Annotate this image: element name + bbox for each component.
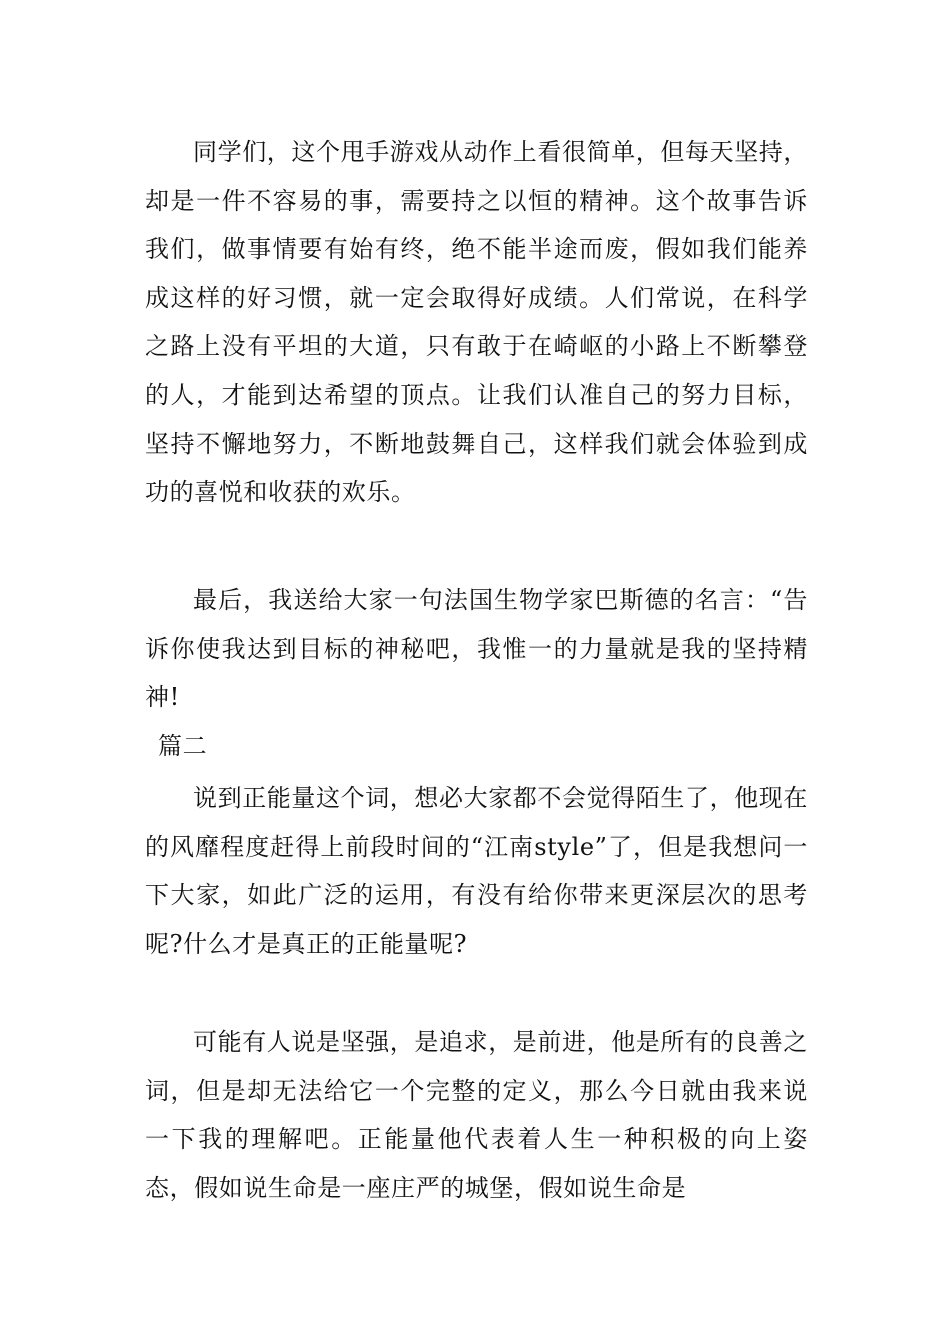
paragraph-perseverance: 同学们，这个甩手游戏从动作上看很简单，但每天坚持，却是一件不容易的事，需要持之以恒的精神。这个故事告诉我们，做事情要有始有终，绝不能半途而废，假如我们能养成这样的好习惯，就一定会取得好成绩。人们常说，在科学之路上没有平坦的大道，只有敢于在崎岖的小路上不断攀登的人，才能到达希望的顶点。让我们认准自己的努力目标，坚持不懈地努力，不断地鼓舞自己，这样我们就会体验到成功的喜悦和收获的欢乐。	[145, 138, 808, 507]
section-heading: 篇二	[158, 732, 208, 760]
paragraph-positive-energy-intro: 说到正能量这个词，想必大家都不会觉得陌生了，他现在的风靡程度赶得上前段时间的“江南style”了，但是我想问一下大家，如此广泛的运用，有没有给你带来更深层次的思考呢?什么才是真正的正能量呢?	[145, 784, 808, 958]
paragraph-closing-quote: 最后，我送给大家一句法国生物学家巴斯德的名言：“告诉你使我达到目标的神秘吧，我惟一的力量就是我的坚持精神!	[145, 586, 808, 712]
paragraph-positive-energy-definition: 可能有人说是坚强，是追求，是前进，他是所有的良善之词，但是却无法给它一个完整的定义，那么今日就由我来说一下我的理解吧。正能量他代表着人生一种积极的向上姿态，假如说生命是一座庄严的城堡，假如说生命是	[145, 1028, 808, 1202]
